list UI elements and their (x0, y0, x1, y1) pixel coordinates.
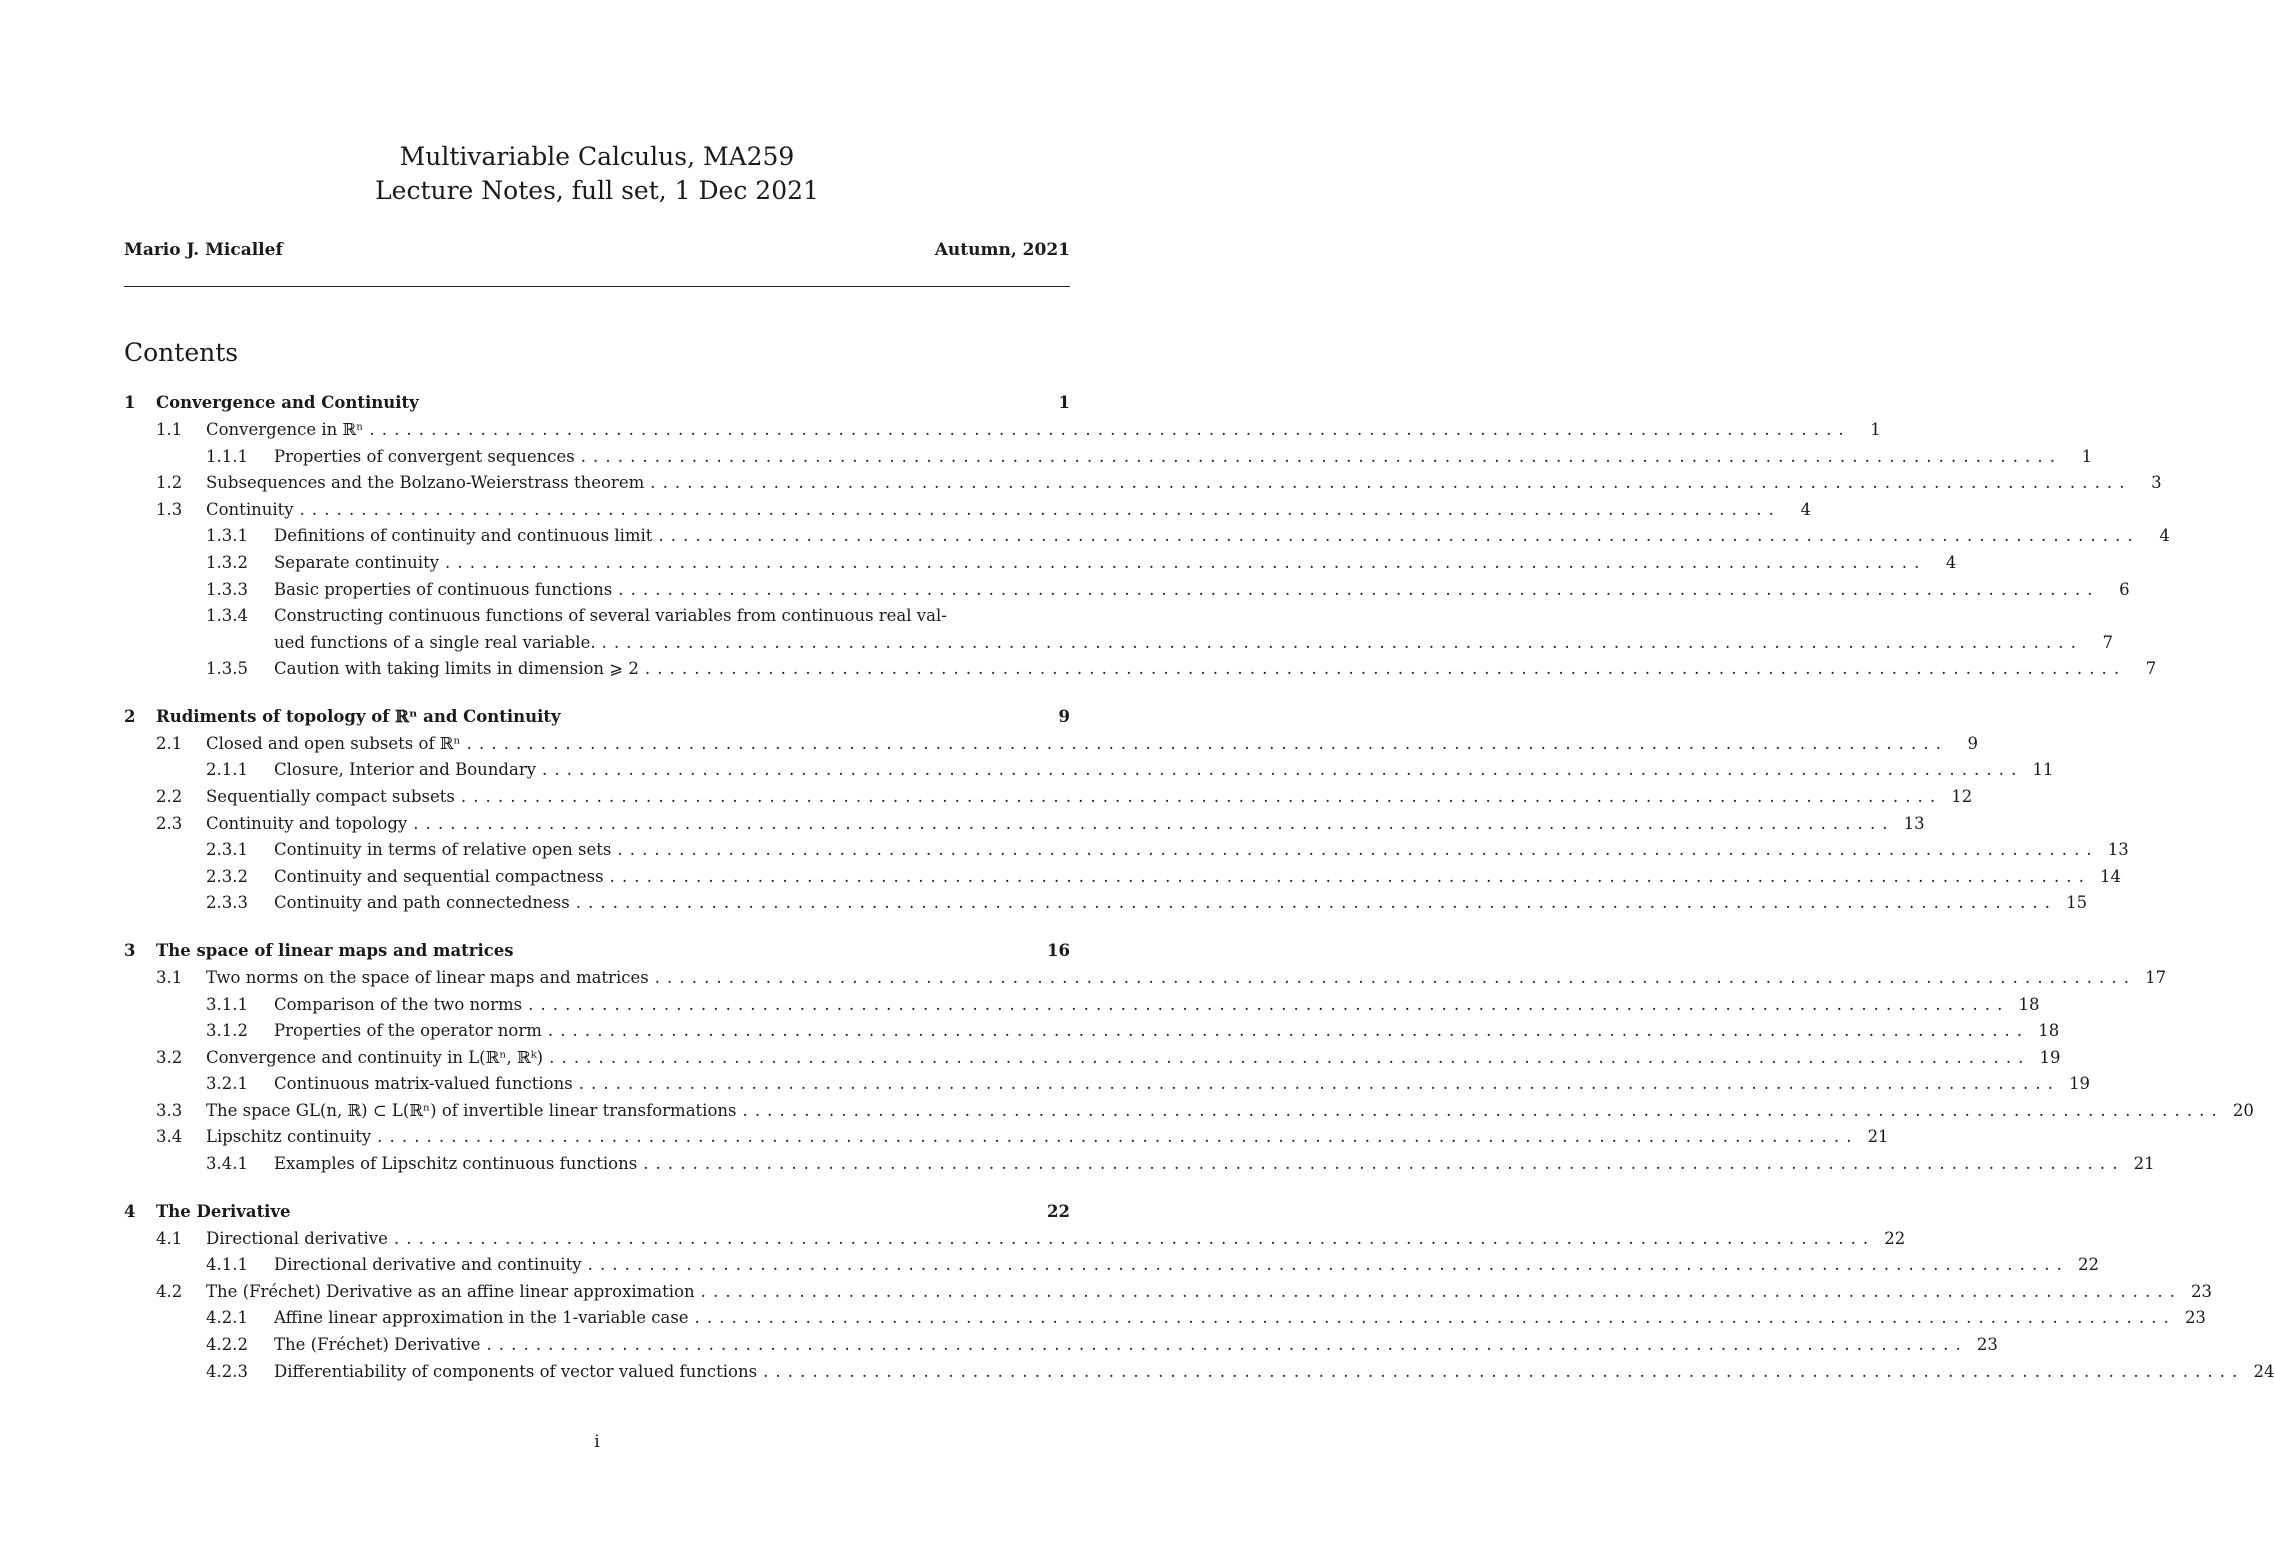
toc-dot-leader: ........................................................................................................................ (413, 813, 1895, 833)
toc-dot-leader: ........................................................................................................................ (763, 1361, 2245, 1381)
toc-entry-number: 1.3.3 (206, 579, 248, 599)
toc-entry-page: 18 (2018, 994, 2040, 1014)
toc-dot-leader: ........................................................................................................................ (618, 579, 2100, 599)
toc-entry-title: Convergence and continuity in L(ℝⁿ, ℝᵏ) (206, 1047, 544, 1067)
toc-entry-number: 3.1 (156, 967, 183, 987)
toc-entry-title: Closure, Interior and Boundary (274, 760, 537, 780)
toc-entry-line (274, 550, 1957, 577)
toc-entry-title-first-line: Constructing continuous functions of several variables from continuous real val- (274, 606, 947, 626)
toc-entry-line (274, 577, 2130, 604)
toc-entry-page: 4 (2159, 526, 2170, 546)
toc-entry-1-3-4[interactable] (124, 603, 2113, 656)
toc-leader-space (520, 938, 1040, 965)
toc-entry-title: The space GL(n, ℝ) ⊂ L(ℝⁿ) of invertible linear transformations (206, 1100, 737, 1120)
toc-dot-leader: ........................................................................................................................ (654, 967, 2137, 987)
toc-entry-title: Caution with taking limits in dimension ⩾ 2 (274, 659, 639, 679)
toc-spacer (124, 683, 1070, 704)
toc-entry-3-1[interactable] (124, 965, 2167, 992)
toc-entry-3-1-1[interactable] (124, 992, 2040, 1019)
toc-entry-number: 2.1.1 (206, 760, 248, 780)
toc-entry-4-2-3[interactable] (124, 1359, 2274, 1386)
toc-entry-page: 1 (2081, 446, 2093, 466)
toc-entry-number: 4.2 (156, 1281, 183, 1301)
toc-entry-line (206, 417, 1881, 444)
toc-entry-2-3-2[interactable] (124, 864, 2121, 891)
toc-entry-1-3-5[interactable] (124, 656, 2157, 683)
toc-entry-title: Examples of Lipschitz continuous functions (274, 1154, 638, 1174)
toc-entry-1-3-1[interactable] (124, 523, 2170, 550)
toc-entry-page: 22 (1884, 1228, 1906, 1248)
toc-entry-line (206, 965, 2167, 992)
toc-dot-leader: ........................................................................................................................ (742, 1100, 2224, 1120)
toc-dot-leader: ........................................................................................................................ (393, 1228, 1876, 1248)
title-line-2: Lecture Notes, full set, 1 Dec 2021 (375, 176, 819, 205)
toc-entry-number: 4 (124, 1201, 136, 1221)
toc-entry-line (206, 1045, 2061, 1072)
document-page (124, 0, 2274, 1553)
toc-entry-number: 1.3.2 (206, 552, 248, 572)
toc-entry-page: 18 (2038, 1021, 2060, 1041)
toc-entry-number: 3.1.2 (206, 1021, 248, 1041)
toc-entry-4-1-1[interactable] (124, 1252, 2099, 1279)
toc-entry-page: 3 (2151, 473, 2162, 493)
document-title (124, 140, 1070, 208)
toc-entry-line (206, 1279, 2213, 1306)
toc-entry-line (274, 630, 2113, 657)
toc-entry-title: Closed and open subsets of ℝⁿ (206, 733, 461, 753)
toc-entry-number: 2.2 (156, 786, 183, 806)
toc-entry-line (274, 1071, 2091, 1098)
toc-entry-line (274, 837, 2129, 864)
toc-entry-page: 22 (2077, 1255, 2099, 1275)
toc-entry-line (274, 1305, 2206, 1332)
toc-entry-title: Separate continuity (274, 552, 440, 572)
toc-entry-number: 4.1 (156, 1228, 183, 1248)
toc-entry-4[interactable] (124, 1199, 1070, 1226)
toc-entry-number: 3.2.1 (206, 1074, 248, 1094)
toc-entry-2-1[interactable] (124, 731, 1979, 758)
toc-dot-leader: ........................................................................................................................ (528, 994, 2010, 1014)
toc-entry-2-2[interactable] (124, 784, 1973, 811)
toc-entry-number: 1.3 (156, 499, 183, 519)
horizontal-rule (124, 286, 1070, 287)
toc-entry-page: 24 (2253, 1361, 2274, 1381)
toc-entry-line (206, 497, 1811, 524)
toc-entry-title: Continuity (206, 499, 294, 519)
toc-entry-page: 17 (2145, 967, 2167, 987)
toc-entry-title: Subsequences and the Bolzano-Weierstrass theorem (206, 473, 645, 493)
toc-entry-1-3-3[interactable] (124, 577, 2130, 604)
toc-entry-4-2[interactable] (124, 1279, 2213, 1306)
toc-entry-line (156, 1199, 1070, 1226)
contents-heading: Contents (124, 338, 239, 367)
toc-entry-title: Lipschitz continuity (206, 1127, 372, 1147)
toc-entry-2-3[interactable] (124, 811, 1925, 838)
toc-entry-line (206, 1124, 1889, 1151)
toc-entry-4-1[interactable] (124, 1226, 1906, 1253)
toc-entry-number: 2.3 (156, 813, 183, 833)
toc-entry-page: 4 (1945, 552, 1957, 572)
toc-entry-1-3-2[interactable] (124, 550, 1957, 577)
toc-entry-page: 22 (1047, 1201, 1070, 1221)
toc-entry-number: 1.1.1 (206, 446, 248, 466)
toc-entry-number: 3 (124, 940, 136, 960)
toc-entry-1[interactable] (124, 390, 1070, 417)
toc-entry-3-4[interactable] (124, 1124, 1889, 1151)
toc-dot-leader: ........................................................................................................................ (549, 1047, 2031, 1067)
toc-entry-line (206, 731, 1979, 758)
toc-dot-leader: ........................................................................................................................ (643, 1154, 2125, 1174)
toc-entry-number: 1 (124, 393, 136, 412)
toc-entry-title: Continuity and sequential compactness (274, 866, 604, 886)
toc-entry-line (206, 811, 1925, 838)
toc-entry-page: 13 (2107, 840, 2129, 860)
toc-entry-page: 23 (1976, 1335, 1998, 1355)
toc-entry-page: 20 (2232, 1100, 2254, 1120)
toc-dot-leader: ........................................................................................................................ (445, 552, 1927, 572)
toc-entry-number: 4.1.1 (206, 1255, 248, 1275)
toc-entry-page: 23 (2184, 1308, 2206, 1328)
toc-entry-page: 7 (2102, 632, 2113, 652)
toc-entry-title: Continuity in terms of relative open sets (274, 840, 612, 860)
toc-spacer (124, 1178, 1070, 1199)
toc-entry-page: 1 (1870, 420, 1881, 439)
toc-entry-line (274, 992, 2040, 1019)
toc-entry-line (274, 890, 2088, 917)
toc-entry-title: Comparison of the two norms (274, 994, 523, 1014)
toc-entry-3-2[interactable] (124, 1045, 2061, 1072)
toc-entry-4-2-1[interactable] (124, 1305, 2206, 1332)
toc-dot-leader: ........................................................................................................................ (369, 420, 1851, 439)
toc-entry-page: 9 (1058, 706, 1070, 726)
toc-dot-leader: ........................................................................................................................ (601, 632, 2083, 652)
toc-entry-number: 1.3.5 (206, 659, 248, 679)
toc-entry-line (274, 1359, 2274, 1386)
toc-entry-title: Continuous matrix-valued functions (274, 1074, 573, 1094)
toc-entry-page: 19 (2039, 1047, 2061, 1067)
title-line-1: Multivariable Calculus, MA259 (399, 142, 795, 171)
toc-entry-line (274, 757, 2054, 784)
toc-entry-line (274, 523, 2170, 550)
toc-entry-page: 21 (2133, 1154, 2155, 1174)
toc-entry-number: 3.2 (156, 1047, 183, 1067)
toc-entry-3-2-1[interactable] (124, 1071, 2091, 1098)
toc-entry-title: Directional derivative (206, 1228, 388, 1248)
toc-entry-number: 4.2.3 (206, 1361, 248, 1381)
toc-entry-line (274, 1018, 2060, 1045)
toc-entry-title: Convergence in ℝⁿ (206, 420, 364, 439)
toc-entry-2-3-3[interactable] (124, 890, 2088, 917)
toc-entry-title: Continuity and topology (206, 813, 408, 833)
toc-dot-leader: ........................................................................................................................ (466, 733, 1949, 753)
toc-entry-title: The Derivative (156, 1201, 291, 1221)
toc-leader-space (425, 390, 1040, 417)
toc-entry-1-3[interactable] (124, 497, 1811, 524)
toc-entry-number: 4.2.2 (206, 1335, 248, 1355)
toc-entry-page: 9 (1967, 733, 1979, 753)
toc-entry-page: 13 (1903, 813, 1925, 833)
toc-entry-number: 2 (124, 706, 136, 726)
toc-entry-number: 1.3.4 (206, 606, 248, 626)
toc-dot-leader: ........................................................................................................................ (580, 446, 2063, 466)
toc-dot-leader: ........................................................................................................................ (299, 499, 1781, 519)
toc-entry-title: The space of linear maps and matrices (156, 940, 514, 960)
toc-entry-title: Continuity and path connectedness (274, 893, 570, 913)
toc-entry-title: Properties of convergent sequences (274, 446, 575, 466)
toc-entry-line (156, 938, 1070, 965)
toc-entry-1-1[interactable] (124, 417, 1881, 444)
toc-entry-title: Affine linear approximation in the 1-variable case (274, 1308, 689, 1328)
toc-entry-title: The (Fréchet) Derivative (274, 1335, 481, 1355)
toc-entry-page: 23 (2191, 1281, 2213, 1301)
author-name: Mario J. Micallef (124, 240, 283, 260)
toc-entry-1-1-1[interactable] (124, 444, 2093, 471)
toc-dot-leader: ........................................................................................................................ (617, 840, 2099, 860)
toc-entry-line (206, 784, 1973, 811)
toc-dot-leader: ........................................................................................................................ (547, 1021, 2030, 1041)
toc-entry-page: 12 (1951, 786, 1973, 806)
toc-dot-leader: ........................................................................................................................ (694, 1308, 2176, 1328)
toc-leader-space (297, 1199, 1040, 1226)
toc-dot-leader: ........................................................................................................................ (460, 786, 1943, 806)
toc-entry-page: 11 (2032, 760, 2054, 780)
table-of-contents (124, 390, 2274, 1385)
toc-dot-leader: ........................................................................................................................ (542, 760, 2024, 780)
toc-entry-page: 19 (2069, 1074, 2091, 1094)
toc-entry-line (274, 656, 2157, 683)
toc-entry-page: 16 (1047, 940, 1070, 960)
toc-entry-number: 3.1.1 (206, 994, 248, 1014)
toc-dot-leader: ........................................................................................................................ (575, 893, 2058, 913)
toc-entry-title: Sequentially compact subsets (206, 786, 455, 806)
toc-entry-2-3-1[interactable] (124, 837, 2129, 864)
toc-entry-line (274, 1252, 2099, 1279)
toc-entry-number: 2.3.2 (206, 866, 248, 886)
toc-entry-page: 21 (1867, 1127, 1889, 1147)
toc-entry-3-3[interactable] (124, 1098, 2254, 1125)
toc-entry-line (206, 1226, 1906, 1253)
toc-entry-line (274, 444, 2093, 471)
toc-entry-number: 2.3.1 (206, 840, 248, 860)
toc-entry-title: Differentiability of components of vector valued functions (274, 1361, 758, 1381)
toc-entry-number: 1.1 (156, 420, 183, 439)
toc-entry-2-1-1[interactable] (124, 757, 2054, 784)
toc-entry-line (156, 704, 1070, 731)
toc-entry-number: 1.2 (156, 473, 183, 493)
toc-entry-title: Convergence and Continuity (156, 393, 419, 412)
toc-dot-leader: ........................................................................................................................ (658, 526, 2140, 546)
toc-entry-title: Properties of the operator norm (274, 1021, 542, 1041)
toc-spacer (124, 917, 1070, 938)
toc-dot-leader: ........................................................................................................................ (609, 866, 2091, 886)
toc-dot-leader: ........................................................................................................................ (486, 1335, 1968, 1355)
toc-entry-title: Rudiments of topology of ℝⁿ and Continuity (156, 706, 561, 726)
toc-dot-leader: ........................................................................................................................ (377, 1127, 1859, 1147)
toc-leader-space (567, 704, 1040, 731)
toc-entry-1-2[interactable] (124, 470, 2162, 497)
term-date: Autumn, 2021 (934, 240, 1070, 260)
toc-entry-number: 3.4.1 (206, 1154, 248, 1174)
page-number: i (594, 1432, 600, 1452)
toc-entry-number: 3.3 (156, 1100, 183, 1120)
toc-entry-title: Definitions of continuity and continuous limit (274, 526, 653, 546)
toc-entry-2[interactable] (124, 704, 1070, 731)
toc-entry-3-4-1[interactable] (124, 1151, 2155, 1178)
toc-entry-number: 1.3.1 (206, 526, 248, 546)
toc-entry-title: Directional derivative and continuity (274, 1255, 582, 1275)
toc-dot-leader: ........................................................................................................................ (650, 473, 2132, 493)
toc-dot-leader: ........................................................................................................................ (644, 659, 2127, 679)
toc-entry-3[interactable] (124, 938, 1070, 965)
toc-entry-title: Two norms on the space of linear maps and matrices (206, 967, 649, 987)
toc-entry-number: 4.2.1 (206, 1308, 248, 1328)
toc-entry-4-2-2[interactable] (124, 1332, 1998, 1359)
author-line (124, 240, 1070, 264)
toc-dot-leader: ........................................................................................................................ (587, 1255, 2069, 1275)
toc-entry-3-1-2[interactable] (124, 1018, 2060, 1045)
toc-entry-page: 15 (2066, 893, 2088, 913)
toc-entry-line (274, 1332, 1998, 1359)
toc-entry-page: 1 (1058, 393, 1070, 412)
toc-entry-title: The (Fréchet) Derivative as an affine linear approximation (206, 1281, 695, 1301)
toc-entry-line (206, 470, 2162, 497)
toc-entry-page: 7 (2145, 659, 2157, 679)
toc-entry-title: Basic properties of continuous functions (274, 579, 613, 599)
toc-entry-line (274, 1151, 2155, 1178)
toc-entry-number: 2.1 (156, 733, 183, 753)
toc-entry-page: 4 (1800, 499, 1811, 519)
toc-entry-title: ued functions of a single real variable. (274, 632, 596, 652)
toc-entry-line (206, 1098, 2254, 1125)
toc-dot-leader: ........................................................................................................................ (578, 1074, 2061, 1094)
toc-entry-line (156, 390, 1070, 417)
toc-dot-leader: ........................................................................................................................ (700, 1281, 2183, 1301)
toc-entry-page: 6 (2119, 579, 2130, 599)
toc-entry-number: 2.3.3 (206, 893, 248, 913)
toc-entry-line (274, 864, 2121, 891)
toc-entry-number: 3.4 (156, 1127, 183, 1147)
toc-entry-page: 14 (2099, 866, 2121, 886)
